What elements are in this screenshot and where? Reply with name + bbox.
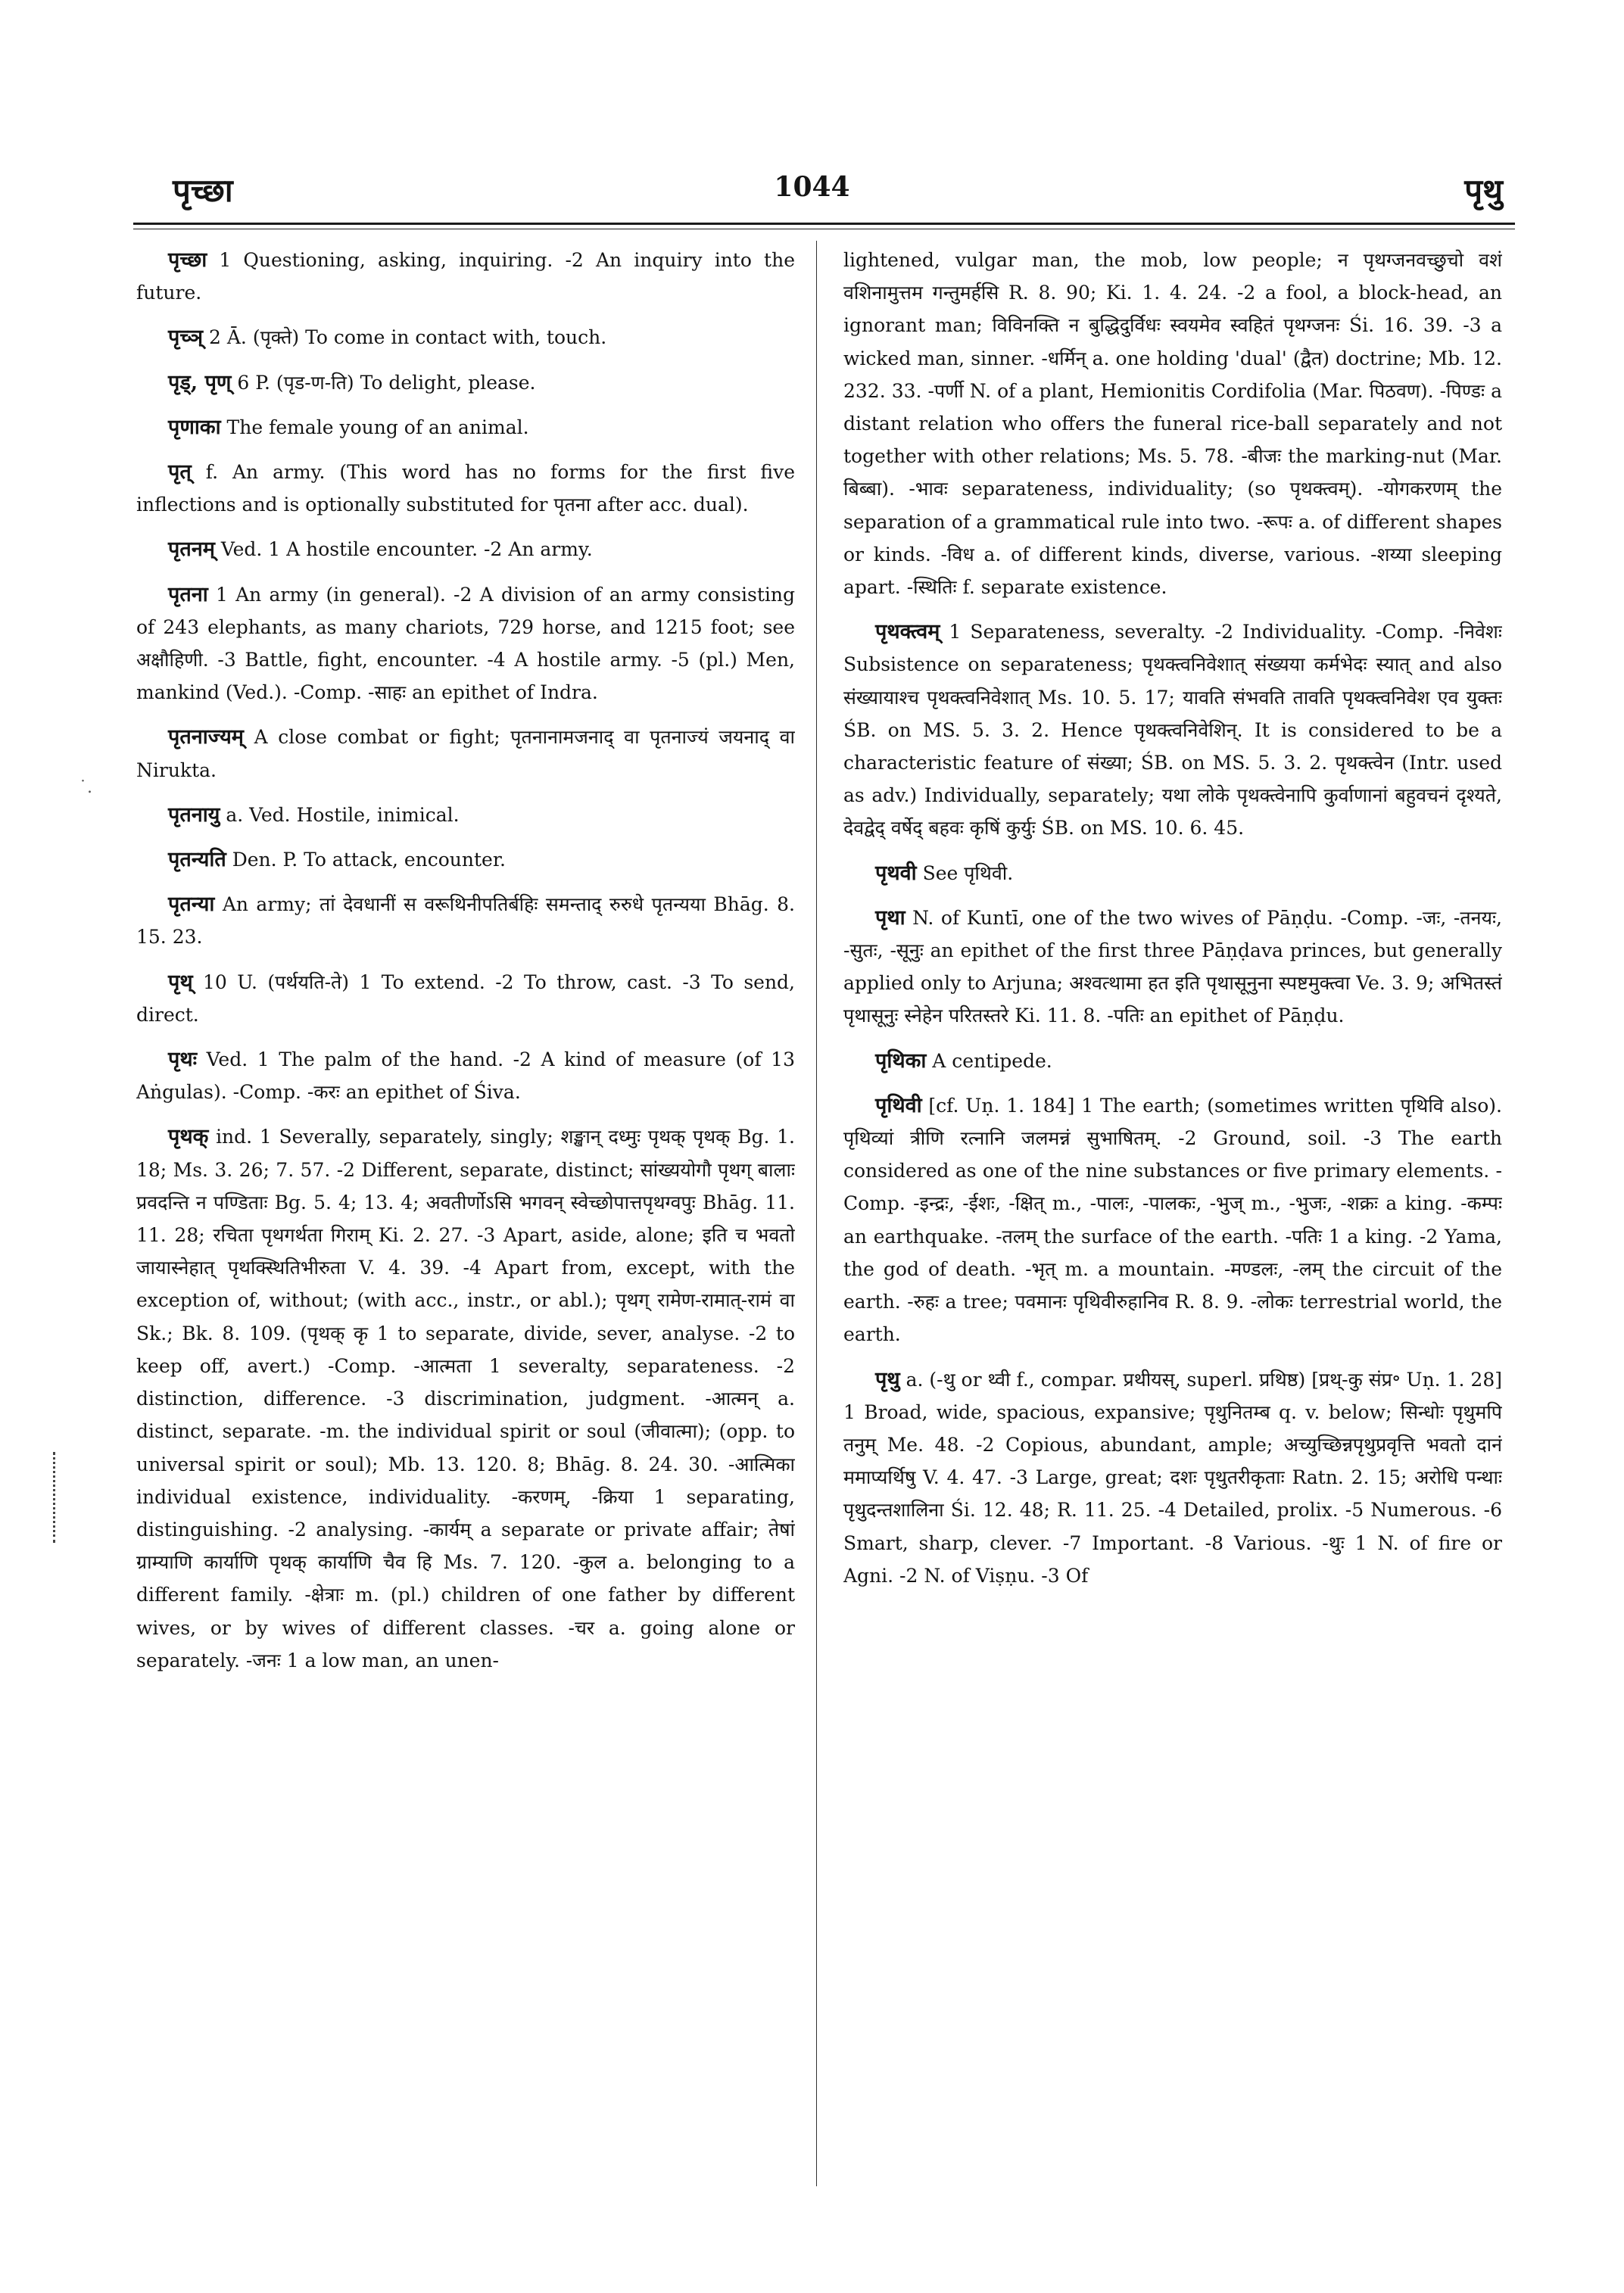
entry-headword: पृथवी [875, 861, 917, 885]
entry-headword: पृतन्यति [168, 848, 226, 872]
entry-headword: पृथु [875, 1367, 900, 1391]
entry-text: 1 An army (in general). -2 A division of an army consisting of 243 elephants, as many chariots, 729 horse, and 1215 foot; see अक्षौहिणी. -3 Battle, fight, encounter. -4 A hostile army. -5 (pl.) Men, mankind (Ved.). -Comp. -साहः an epithet of Indra. [136, 583, 795, 704]
entry-text: a. (-थु or थ्वी f., compar. प्रथीयस्, superl. प्रथिष्ठ) [प्रथ्-कु संप्र॰ Uṇ. 1. 28] 1 Broad, wide, spacious, expansive; पृथुनितम्ब q. v. below; सिन्धोः पृथुमपि तनुम् Me. 48. -2 Copious, abundant, ample; अच्युच्छिन्नपृथुप्रवृत्ति भवतो दानं ममाप्यर्थिषु V. 4. 47. -3 Large, great; दशः पृथुतरीकृताः Ratn. 2. 15; अरोधि पन्थाः पृथुदन्तशालिना Śi. 12. 48; R. 11. 25. -4 Detailed, prolix. -5 Numerous. -6 Smart, sharp, clever. -7 Important. -8 Various. -थुः 1 N. of fire or Agni. -2 N. of Viṣṇu. -3 Of [843, 1368, 1502, 1587]
entry-text: An army; तां देवधानीं स वरूथिनीपतिर्बहिः समन्ताद् रुरुधे पृतन्यया Bhāg. 8. 15. 23. [136, 893, 795, 949]
entry-headword: पृड्, पृण् [168, 370, 232, 394]
header-right-word: पृथु [1464, 172, 1503, 209]
dictionary-entry [136, 1043, 795, 1108]
header-rule-thick [133, 223, 1515, 225]
entry-headword: पृथक् [168, 1125, 209, 1149]
dictionary-entry [136, 1120, 795, 1676]
dictionary-entry [843, 1045, 1502, 1077]
entry-text: ind. 1 Severally, separately, singly; शङ्खान् दध्मुः पृथक् पृथक् Bg. 1. 18; Ms. 3. 26; 7. 57. -2 Different, separate, distinct; सांख्ययोगौ पृथग् बालाः प्रवदन्ति न पण्डिताः Bg. 5. 4; 13. 4; अवतीर्णोऽसि भगवन् स्वेच्छोपात्तपृथग्वपुः Bhāg. 11. 11. 28; रचिता पृथगर्थता गिराम् Ki. 2. 27. -3 Apart, aside, alone; इति च भवतो जायास्नेहात् पृथक्स्थितिभीरुता V. 4. 39. -4 Apart from, except, with the exception of, without; (with acc., instr., or abl.); पृथग् रामेण-रामात्-रामं वा Sk.; Bk. 8. 109. (पृथक् कृ 1 to separate, divide, sever, analyse. -2 to keep off, avert.) -Comp. -आत्मता 1 severalty, separateness. -2 distinction, difference. -3 discrimination, judgment. -आत्मन् a. distinct, separate. -m. the individual spirit or soul (जीवात्मा); (opp. to universal spirit or soul); Mb. 13. 120. 8; Bhāg. 8. 24. 30. -आत्मिका individual existence, individuality. -करणम्, -क्रिया 1 separating, distinguishing. -2 analysing. -कार्यम् a separate or private affair; तेषां ग्राम्याणि कार्याणि पृथक् कार्याणि चैव हि Ms. 7. 120. -कुल a. belonging to a different family. -क्षेत्राः m. (pl.) children of one father by different wives, or by wives of different classes. -चर a. going alone or separately. -जनः 1 a low man, an unen- [136, 1126, 795, 1671]
entry-headword: पृणाका [168, 415, 221, 439]
dictionary-entry [136, 244, 795, 309]
entry-headword: पृथिका [875, 1048, 927, 1073]
entry-text: A close combat or fight; पृतनानामजनाद् वा पृतनाज्यं जयनाद् वा Nirukta. [136, 726, 795, 781]
dictionary-entry [136, 456, 795, 521]
entry-headword: पृतनायु [168, 802, 220, 827]
entry-headword: पृतनम् [168, 537, 215, 562]
entry-text: lightened, vulgar man, the mob, low people; न पृथग्जनवच्छुचो वशं वशिनामुत्तम गन्तुमर्हसि R. 8. 90; Ki. 1. 4. 24. -2 a fool, a block-head, an ignorant man; विविनक्ति न बुद्धिदुर्विधः स्वयमेव स्वहितं पृथग्जनः Śi. 16. 39. -3 a wicked man, sinner. -धर्मिन् a. one holding 'dual' (द्वैत) doctrine; Mb. 12. 232. 33. -पर्णी N. of a plant, Hemionitis Cordifolia (Mar. पिठवण). -पिण्डः a distant relation who offers the funeral rice-ball separately and not together with other relations; Ms. 5. 78. -बीजः the marking-nut (Mar. बिब्बा). -भावः separateness, individuality; (so पृथक्त्वम्). -योगकरणम् the separation of a grammatical rule into two. -रूपः a. of different shapes or kinds. -विध a. of different kinds, diverse, various. -शय्या sleeping apart. -स्थितिः f. separate existence. [843, 249, 1502, 599]
entry-text: See पृथिवी. [922, 861, 1014, 884]
dictionary-entry [136, 888, 795, 953]
entry-text: 1 Separateness, severalty. -2 Individuality. -Comp. -निवेशः Subsistence on separateness; पृथक्त्वनिवेशात् संख्यया कर्मभेदः स्यात् and also संख्यायाश्च पृथक्त्वनिवेशात् Ms. 10. 5. 17; यावति संभवति तावति पृथक्त्वनिवेश एव युक्तः ŚB. on MS. 5. 3. 2. Hence पृथक्त्वनिवेशिन्. It is considered to be a characteristic feature of संख्या; ŚB. on MS. 5. 3. 2. पृथक्त्वेन (Intr. used as adv.) Individually, separately; यथा लोके पृथक्त्वेनापि कुर्वाणानां बहुवचनं दृश्यते, देवद्वेद् वर्षेद् बहवः कृषिं कुर्युः ŚB. on MS. 10. 6. 45. [843, 621, 1502, 840]
entry-text: f. An army. (This word has no forms for the first five inflections and is optionally substituted for पृतना after acc. dual). [136, 461, 795, 516]
entry-headword: पृथिवी [875, 1093, 922, 1117]
dictionary-entry [843, 902, 1502, 1033]
header-left-word: पृच्छा [173, 172, 233, 209]
entry-text: [cf. Uṇ. 1. 184] 1 The earth; (sometimes written पृथिवि also). पृथिव्यां त्रीणि रत्नानि जलमन्नं सुभाषितम्. -2 Ground, soil. -3 The earth considered as one of the nine substances or five primary elements. -Comp. -इन्द्रः, -ईशः, -क्षित् m., -पालः, -पालकः, -भुज् m., -भुजः, -शक्रः a king. -कम्पः an earthquake. -तलम् the surface of the earth. -पतिः 1 a king. -2 Yama, the god of death. -भृत् m. a mountain. -मण्डलः, -लम् the circuit of the earth. -रुहः a tree; पवमानः पृथिवीरुहानिव R. 8. 9. -लोकः terrestrial world, the earth. [843, 1094, 1502, 1346]
dictionary-entry [843, 1089, 1502, 1351]
dictionary-entry [136, 966, 795, 1031]
entry-text: 10 U. (पर्थयति-ते) 1 To extend. -2 To throw, cast. -3 To send, direct. [136, 970, 795, 1026]
dictionary-entry [136, 533, 795, 565]
entry-text: 6 P. (पृड-ण-ति) To delight, please. [237, 371, 536, 394]
entry-text: Den. P. To attack, encounter. [232, 849, 506, 871]
entry-text: Ved. 1 A hostile encounter. -2 An army. [220, 538, 593, 561]
dictionary-entry [843, 1363, 1502, 1592]
entry-headword: पृथा [875, 905, 906, 930]
entry-text: Ved. 1 The palm of the hand. -2 A kind of measure (of 13 Aṅgulas). -Comp. -करः an epithet of Śiva. [136, 1048, 795, 1104]
entry-headword: पृथः [168, 1048, 198, 1072]
entry-headword: पृच्छा [168, 248, 207, 272]
entry-headword: पृतना [168, 582, 208, 606]
dictionary-entry [136, 411, 795, 444]
column-divider [816, 241, 817, 2186]
dictionary-entry [136, 366, 795, 399]
entry-headword: पृच्ञ् [168, 326, 204, 350]
dictionary-entry [136, 321, 795, 354]
entry-text: A centipede. [932, 1049, 1052, 1072]
entry-headword: पृतनाज्यम् [168, 725, 244, 749]
entry-text: The female young of an animal. [226, 416, 529, 438]
entry-text: a. Ved. Hostile, inimical. [226, 803, 460, 826]
dictionary-entry [136, 799, 795, 831]
page-number: 1044 [774, 171, 850, 203]
right-column [843, 244, 1502, 2182]
dictionary-entry [843, 857, 1502, 889]
margin-dots [53, 1452, 58, 1543]
entry-text: 1 Questioning, asking, inquiring. -2 An inquiry into the future. [136, 249, 795, 304]
left-column [136, 244, 795, 2182]
entry-headword: पृथक्त्वम् [875, 620, 940, 644]
entry-headword: पृतन्या [168, 893, 215, 917]
dictionary-entry [136, 578, 795, 709]
dictionary-entry [843, 244, 1502, 603]
entry-headword: पृत् [168, 460, 192, 484]
dictionary-entry [136, 721, 795, 786]
entry-headword: पृथ् [168, 970, 193, 994]
entry-text: 2 Ā. (पृक्ते) To come in contact with, touch. [209, 326, 607, 349]
margin-mark: ˙. [79, 778, 92, 797]
dictionary-entry [136, 843, 795, 876]
dictionary-entry [843, 615, 1502, 844]
entry-text: N. of Kuntī, one of the two wives of Pāṇḍu. -Comp. -जः, -तनयः, -सुतः, -सूनुः an epithet of the first three Pāṇḍava princes, but generally applied only to Arjuna; अश्वत्थामा हत इति पृथासूनुना स्पष्टमुक्त्वा Ve. 3. 9; अभितस्तं पृथासूनुः स्नेहेन परितस्तरे Ki. 11. 8. -पतिः an epithet of Pāṇḍu. [843, 906, 1502, 1027]
